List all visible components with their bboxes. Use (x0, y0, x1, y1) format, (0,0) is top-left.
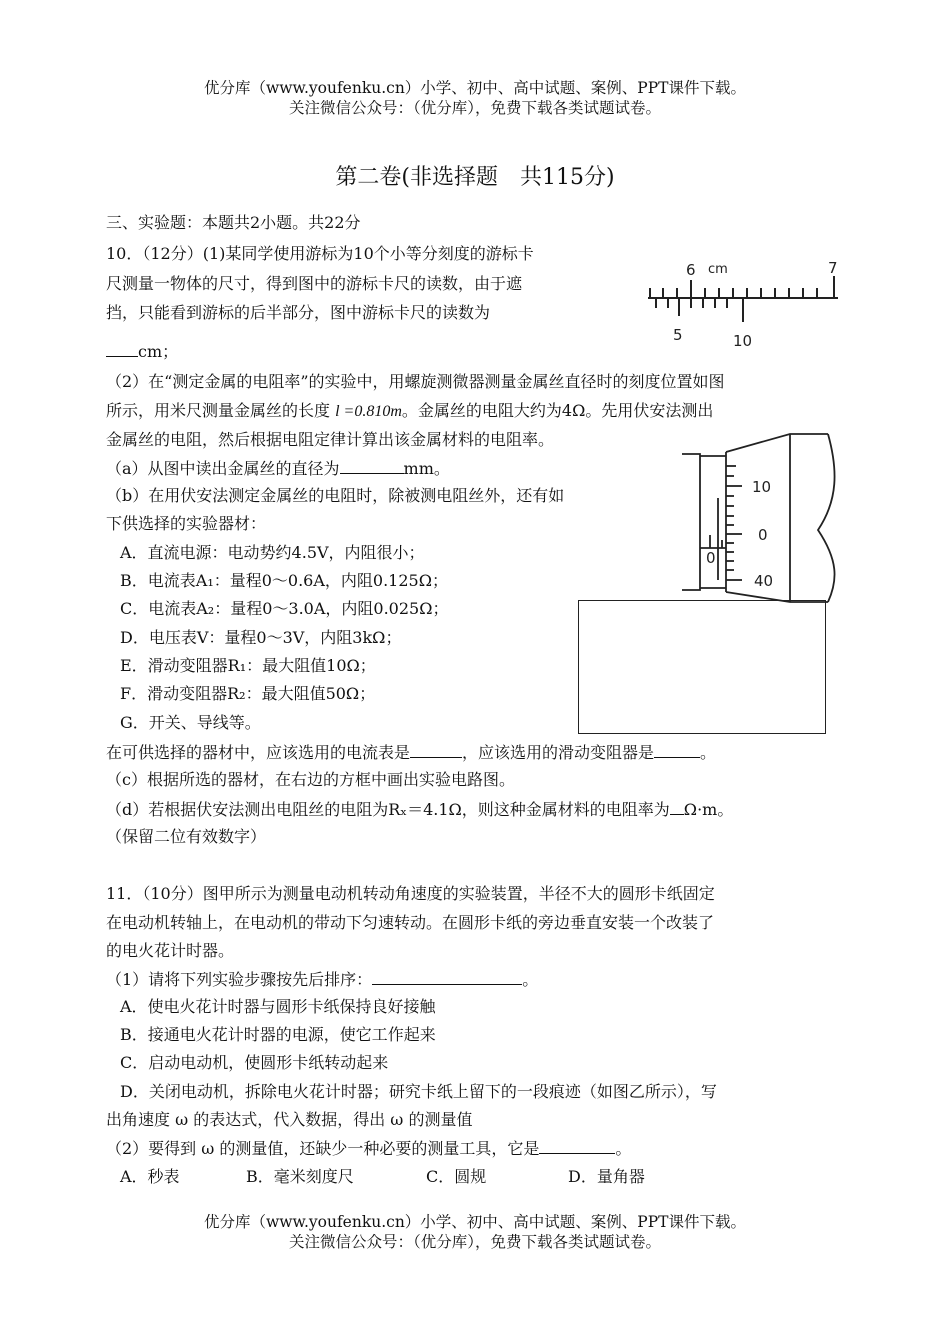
q11-step-d-line-2: 出角速度 ω 的表达式，代入数据，得出 ω 的测量值 (106, 1110, 473, 1129)
q11-line-1: 11．（10分）图甲所示为测量电动机转动角速度的实验装置，半径不大的圆形卡纸固定 (106, 884, 715, 903)
equipment-option-e: E．滑动变阻器R₁：最大阻值10Ω； (120, 656, 376, 675)
q10-b-line-2: 下供选择的实验器材： (106, 514, 267, 533)
q11-tool-d: D．量角器 (568, 1167, 645, 1186)
answer-blank-rheostat[interactable] (654, 741, 700, 758)
q10-line-1: 10．（12分）(1)某同学使用游标为10个小等分刻度的游标卡 (106, 244, 534, 263)
q11-step-d-line-1: D．关闭电动机，拆除电火花计时器；研究卡纸上留下的一段痕迹（如图乙所示），写 (120, 1082, 717, 1101)
q11-tool-c: C．圆规 (426, 1167, 487, 1186)
micrometer-label-40: 40 (754, 572, 774, 590)
q11-tool-b: B．毫米刻度尺 (246, 1167, 354, 1186)
q10-line-3: 挡，只能看到游标的后半部分，图中游标卡尺的读数为 (106, 303, 491, 322)
header-line-2: 关注微信公众号：（优分库），免费下载各类试题试卷。 (288, 99, 661, 117)
equipment-option-c: C．电流表A₂：量程0～3.0A，内阻0.025Ω； (120, 599, 449, 618)
caliper-label-6: 6 (686, 261, 696, 279)
caliper-vernier-label-5: 5 (673, 326, 683, 344)
q10-p2-line-2: 所示，用米尺测量金属丝的长度 l =0.810m。金属丝的电阻大约为4Ω。先用伏安法测出 (106, 401, 714, 420)
q11-tool-a: A．秒表 (120, 1167, 180, 1186)
q11-step-b: B．接通电火花计时器的电源，使它工作起来 (120, 1025, 436, 1044)
answer-blank-tool[interactable] (539, 1137, 615, 1154)
header-line-1: 优分库（www.youfenku.cn）小学、初中、高中试题、案例、PPT课件下载。 (203, 79, 747, 97)
q10-c-line: （c）根据所选的器材，在右边的方框中画出实验电路图。 (106, 770, 515, 789)
q10-d-note: （保留二位有效数字） (106, 827, 267, 846)
footer-line-2: 关注微信公众号：（优分库），免费下载各类试题试卷。 (288, 1233, 661, 1251)
answer-blank-resistivity[interactable] (670, 798, 684, 815)
equipment-option-d: D．电压表V：量程0～3V，内阻3kΩ； (120, 628, 402, 647)
answer-blank-steps-order[interactable] (372, 968, 522, 985)
answer-blank-diameter[interactable] (340, 457, 404, 474)
q11-line-2: 在电动机转轴上，在电动机的带动下匀速转动。在圆形卡纸的旁边垂直安装一个改装了 (106, 913, 715, 932)
q10-a-line: （a）从图中读出金属丝的直径为 mm。 (106, 459, 450, 478)
q10-p2-line-3: 金属丝的电阻，然后根据电阻定律计算出该金属材料的电阻率。 (106, 430, 555, 449)
q10-b-line-1: （b）在用伏安法测定金属丝的电阻时，除被测电阻丝外，还有如 (106, 486, 565, 505)
answer-blank-ammeter[interactable] (410, 741, 462, 758)
length-formula: l =0.810m (335, 403, 402, 420)
circuit-diagram-box[interactable] (578, 600, 826, 734)
q11-p1-line: （1）请将下列实验步骤按先后排序： 。 (106, 970, 539, 989)
vernier-caliper-figure (640, 258, 850, 350)
caliper-unit-label: cm (708, 262, 728, 277)
part-intro: 三、实验题：本题共2小题。共22分 (106, 213, 361, 232)
caliper-label-7: 7 (828, 259, 838, 277)
section-title: 第二卷(非选择题 共115分) (335, 165, 615, 190)
q10-p2-line-1: （2）在“测定金属的电阻率”的实验中，用螺旋测微器测量金属丝直径时的刻度位置如图 (106, 372, 725, 391)
q11-step-a: A．使电火花计时器与圆形卡纸保持良好接触 (120, 997, 436, 1016)
q11-line-3: 的电火花计时器。 (106, 941, 235, 960)
q10-d-line: （d）若根据伏安法测出电阻丝的电阻为Rₓ＝4.1Ω，则这种金属材料的电阻率为 Ω·m。 (106, 800, 734, 819)
micrometer-figure (678, 430, 848, 605)
equipment-option-b: B．电流表A₁：量程0～0.6A，内阻0.125Ω； (120, 571, 448, 590)
q11-step-c: C．启动电动机，使圆形卡纸转动起来 (120, 1053, 389, 1072)
q10-choose-line: 在可供选择的器材中，应该选用的电流表是 ，应该选用的滑动变阻器是 。 (106, 743, 717, 762)
q10-line-2: 尺测量一物体的尺寸，得到图中的游标卡尺的读数，由于遮 (106, 274, 523, 293)
answer-blank-caliper[interactable] (106, 340, 138, 357)
caliper-vernier-label-10: 10 (733, 332, 753, 350)
equipment-option-g: G．开关、导线等。 (120, 713, 261, 732)
micrometer-sleeve-label-0: 0 (706, 549, 716, 567)
micrometer-label-0: 0 (758, 526, 768, 544)
micrometer-label-10: 10 (752, 478, 772, 496)
equipment-option-f: F．滑动变阻器R₂：最大阻值50Ω； (120, 684, 376, 703)
footer-line-1: 优分库（www.youfenku.cn）小学、初中、高中试题、案例、PPT课件下载。 (203, 1213, 747, 1231)
equipment-option-a: A．直流电源：电动势约4.5V，内阻很小； (120, 543, 425, 562)
q11-p2-line: （2）要得到 ω 的测量值，还缺少一种必要的测量工具，它是 。 (106, 1139, 632, 1158)
q10-line-4: cm； (106, 340, 178, 363)
